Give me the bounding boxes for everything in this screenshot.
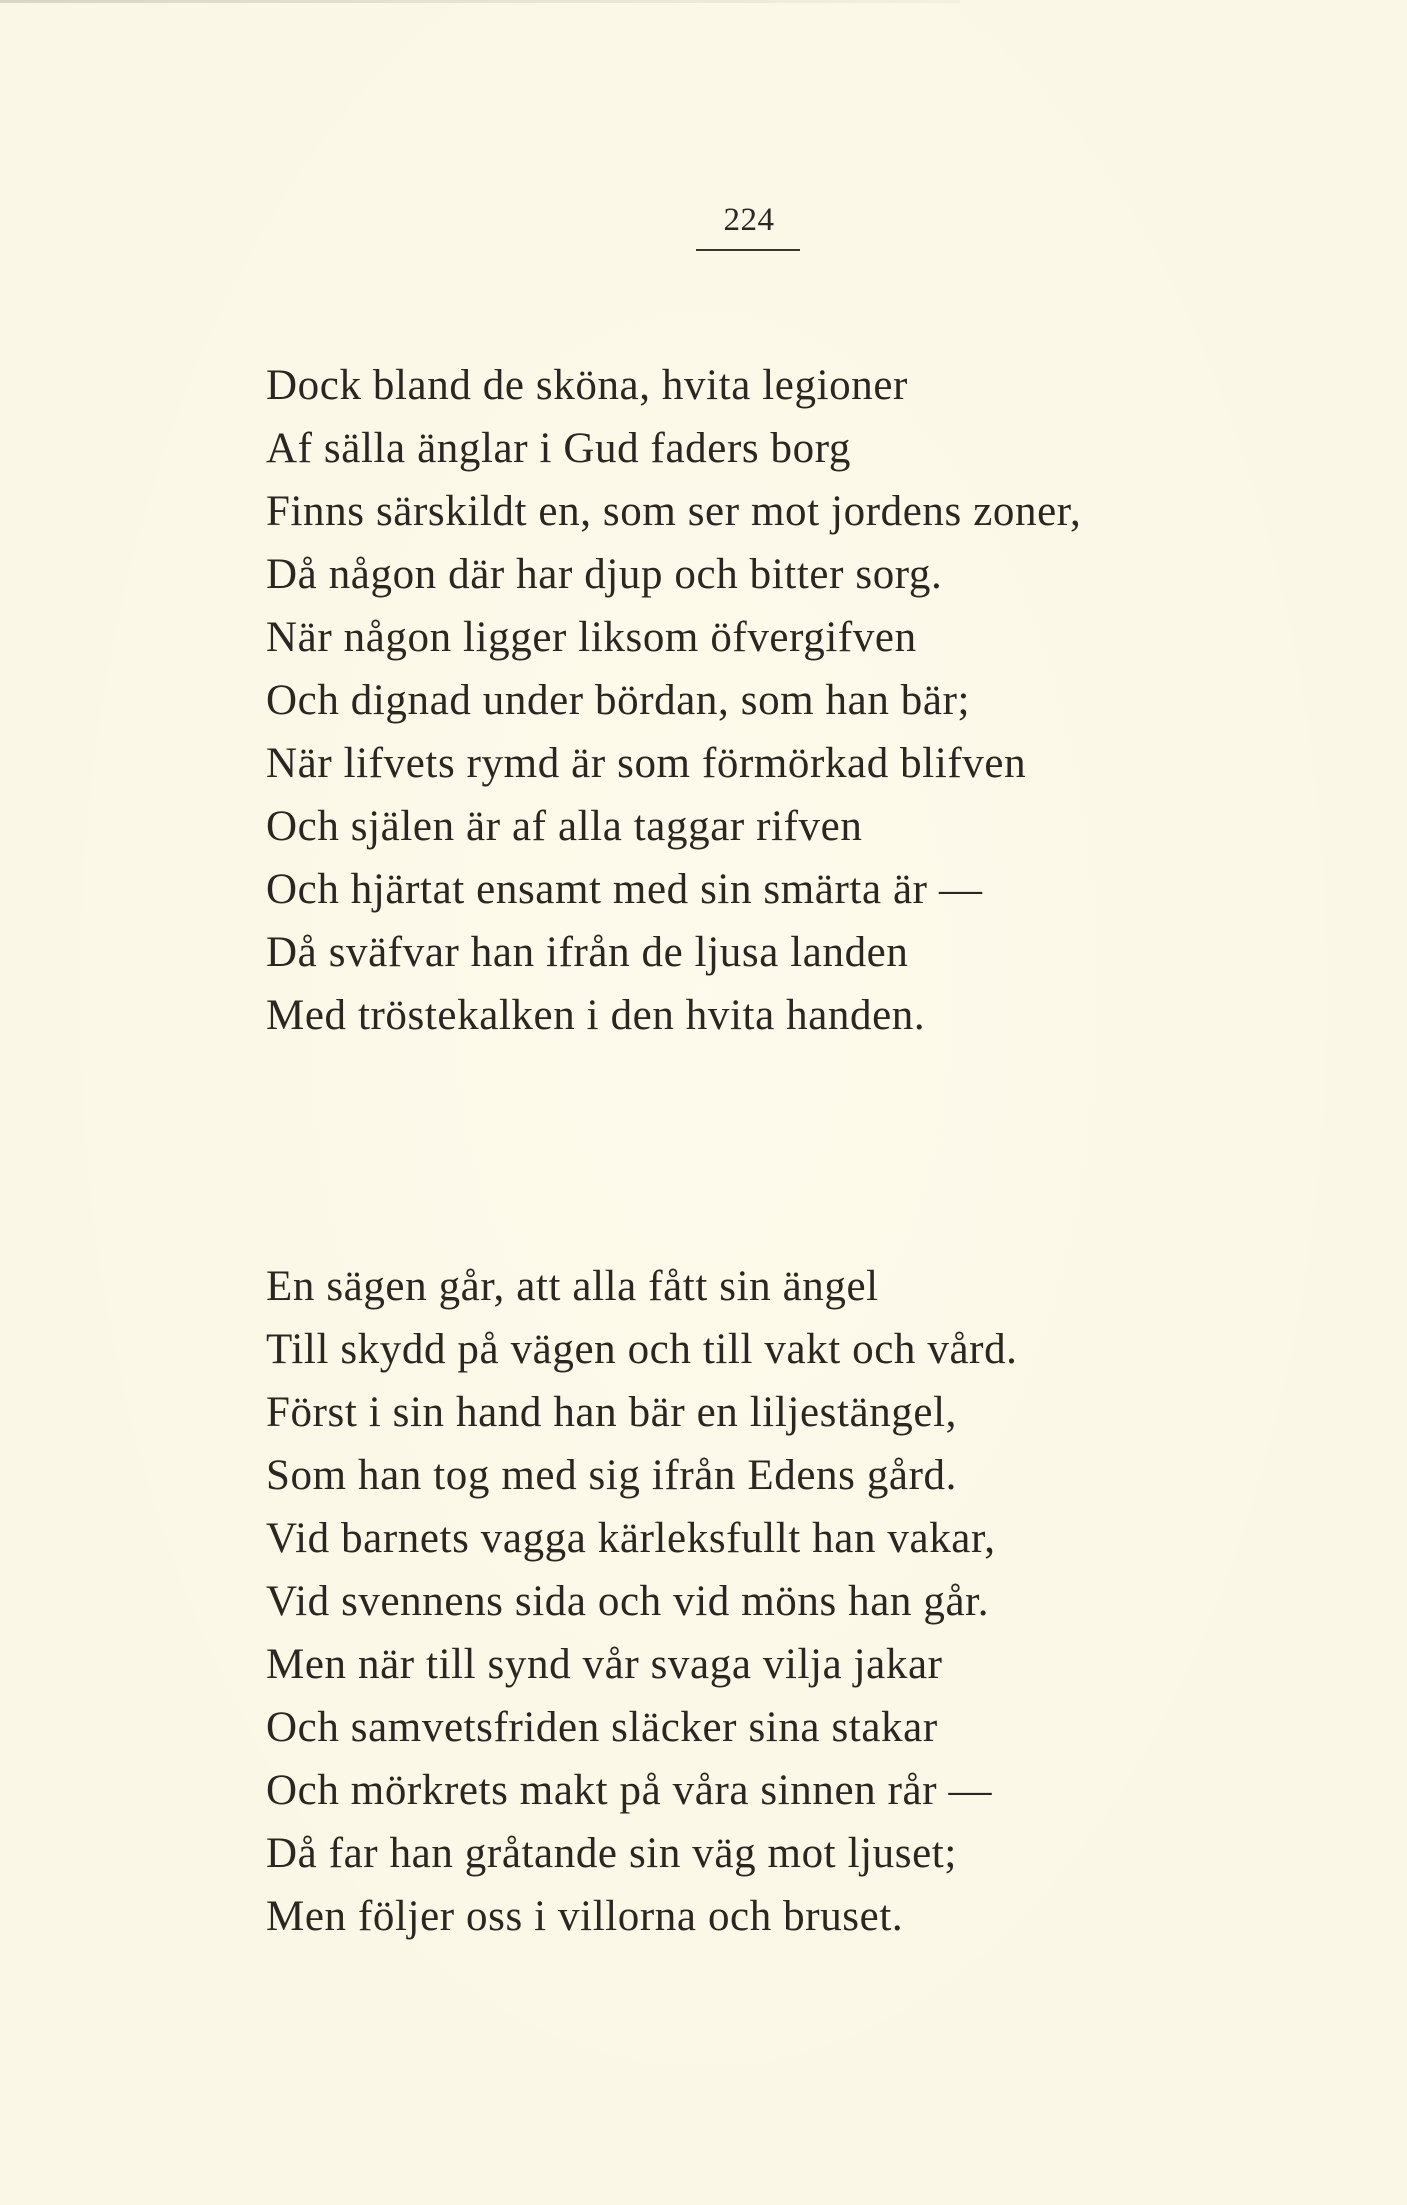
verse-line: Vid barnets vagga kärleksfullt han vakar, [266,1515,996,1562]
verse-line: Dock bland de sköna, hvita legioner [266,362,908,409]
verse-line: Vid svennens sida och vid möns han går. [266,1578,990,1625]
verse-line: En sägen går, att alla fått sin ängel [266,1263,879,1310]
verse-line: Då far han gråtande sin väg mot ljuset; [266,1830,957,1877]
stanza-2 [266,1255,1018,1948]
page-edge-shadow [0,0,960,3]
verse-line: Och hjärtat ensamt med sin smärta är — [266,866,983,913]
verse-line: Som han tog med sig ifrån Edens gård. [266,1452,957,1499]
page-number: 224 [723,202,775,238]
verse-line: Och samvetsfriden släcker sina stakar [266,1704,938,1751]
verse-line: Af sälla änglar i Gud faders borg [266,425,851,472]
verse-line: Och mörkrets makt på våra sinnen rår — [266,1767,993,1814]
verse-line: Och själen är af alla taggar rifven [266,803,863,850]
verse-line: Först i sin hand han bär en liljestängel, [266,1389,957,1436]
verse-line: Men när till synd vår svaga vilja jakar [266,1641,943,1688]
verse-line: Med tröstekalken i den hvita handen. [266,992,926,1039]
verse-line: När någon ligger liksom öfvergifven [266,614,917,661]
stanza-1 [266,354,1081,1047]
verse-line: Till skydd på vägen och till vakt och vård. [266,1326,1018,1373]
verse-line: Då någon där har djup och bitter sorg. [266,551,943,598]
page-number-rule [696,249,800,251]
verse-line: Då sväfvar han ifrån de ljusa landen [266,929,909,976]
verse-line: Finns särskildt en, som ser mot jordens zoner, [266,488,1082,535]
verse-line: Men följer oss i villorna och bruset. [266,1893,904,1940]
verse-line: Och dignad under bördan, som han bär; [266,677,971,724]
verse-line: När lifvets rymd är som förmörkad blifven [266,740,1027,787]
